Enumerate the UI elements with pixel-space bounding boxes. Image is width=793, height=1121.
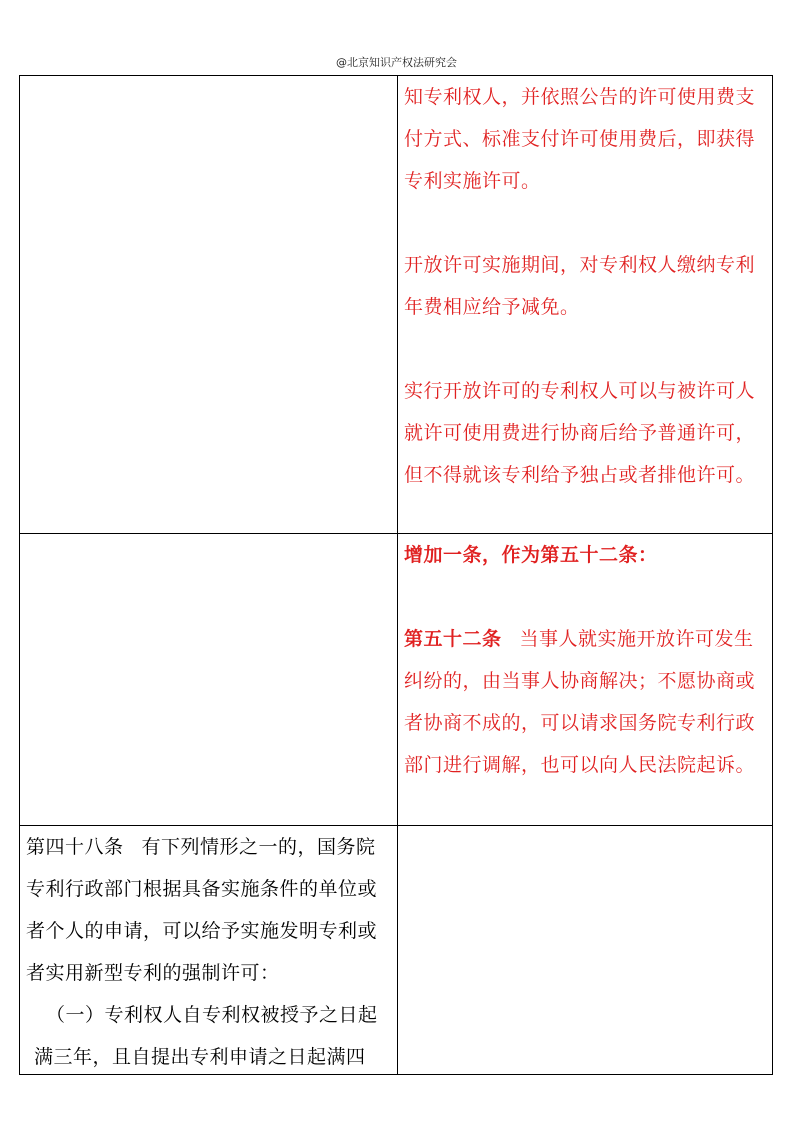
article-48-text: 有下列情形之一的，国务院专利行政部门根据具备实施条件的单位或者个人的申请，可以给予实施发明专利或者实用新型专利的强制许可：: [26, 836, 378, 984]
article-48-item-1-line-1: （一）专利权人自专利权被授予之日起: [46, 1004, 378, 1026]
row1-paragraph-1: 知专利权人，并依照公告的许可使用费支付方式、标准支付许可使用费后，即获得专利实施许可。: [404, 86, 756, 192]
page-header-watermark: @北京知识产权法研究会: [336, 56, 457, 69]
paragraph-gap: [404, 202, 770, 244]
row1-right-cell: [404, 76, 770, 496]
article-52-text: 当事人就实施开放许可发生纠纷的，由当事人协商解决；不愿协商或者协商不成的，可以请求国务院专利行政部门进行调解，也可以向人民法院起诉。: [404, 628, 756, 776]
paragraph-gap: [404, 328, 770, 370]
article-48-item-1-line-2: 满三年，且自提出专利申请之日起满四: [34, 1046, 366, 1068]
article-52-number: 第五十二条: [404, 628, 502, 650]
row3-left-cell: [26, 826, 392, 1078]
paragraph-gap: [404, 576, 770, 618]
article-48-number: 第四十八条: [26, 836, 124, 858]
row2-right-cell: [404, 534, 770, 786]
row1-paragraph-2: 开放许可实施期间，对专利权人缴纳专利年费相应给予减免。: [404, 254, 756, 318]
added-article-heading: 增加一条，作为第五十二条：: [404, 544, 658, 566]
article-52-paragraph: [404, 618, 770, 786]
article-48-paragraph: [26, 826, 392, 994]
column-divider: [397, 75, 398, 1075]
row1-paragraph-3: 实行开放许可的专利权人可以与被许可人就许可使用费进行协商后给予普通许可，但不得就该专利给予独占或者排他许可。: [404, 380, 756, 486]
